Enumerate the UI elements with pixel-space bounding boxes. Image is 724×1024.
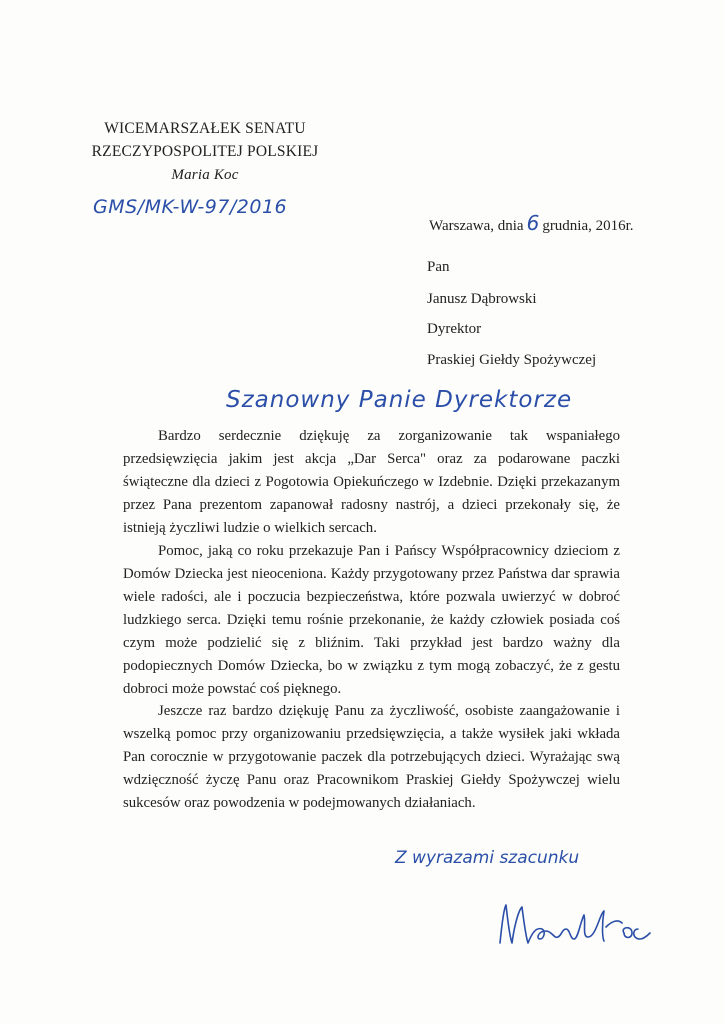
date-day-handwritten: 6 [526,211,540,235]
sender-title-line1: WICEMARSZAŁEK SENATU [104,120,306,137]
sender-title-line2: RZECZYPOSPOLITEJ POLSKIEJ [91,143,319,160]
handwritten-greeting: Szanowny Panie Dyrektorze [226,387,573,413]
reference-number: GMS/MK-W-97/2016 [93,196,288,218]
recipient-organization: Praskiej Giełdy Spożywczej [427,352,597,368]
signature-scribble [492,893,662,953]
recipient-salutation: Pan [427,259,450,275]
recipient-name: Janusz Dąbrowski [427,291,537,307]
sender-name: Maria Koc [171,167,239,183]
paragraph-3: Jeszcze raz bardzo dziękuję Panu za życzliwość, osobiste zaangażowanie i wszelką pomoc przy organizowaniu przedsięwzięcia, a także wysiłek jaki wkłada Pan corocznie w przygotowanie paczek dla potrzebujących dzieci. Wyrażając swą wdzięczność życzę Panu oraz Pracownikom Praskiej Giełdy Spożywczej wielu sukcesów oraz powodzenia w podejmowanych działaniach. [123,703,620,811]
date-line [429,211,634,235]
paragraph-2: Pomoc, jaką co roku przekazuje Pan i Pańscy Współpracownicy dzieciom z Domów Dziecka jest nieoceniona. Każdy przygotowany przez Państwa dar sprawia wiele radości, ale i poczucia bezpieczeństwa, które pozwala uwierzyć w dobroć ludzkiego serca. Dzięki temu rośnie przekonanie, że każdy człowiek posiada coś czym może podzielić się z bliźnim. Taki przykład jest bardzo ważny dla podopiecznych Domów Dziecka, bo w związku z tym mogą zobaczyć, że z gestu dobroci może powstać coś pięknego. [123,543,620,697]
signature [492,893,662,953]
date-prefix: Warszawa, dnia [429,218,524,234]
date-suffix: grudnia, 2016r. [542,218,634,234]
recipient-title: Dyrektor [427,321,482,337]
paragraph-1: Bardzo serdecznie dziękuję za zorganizowanie tak wspaniałego przedsięwzięcia jakim jest akcja „Dar Serca" oraz za podarowane paczki świąteczne dla dzieci z Pogotowia Opiekuńczego w Izdebnie. Dzięki przekazanym przez Pana prezentom zapanował radosny nastrój, a dzieci przekonały się, że istnieją życzliwi ludzie o wielkich sercach. [123,428,620,536]
handwritten-closing: Z wyrazami szacunku [395,848,580,868]
